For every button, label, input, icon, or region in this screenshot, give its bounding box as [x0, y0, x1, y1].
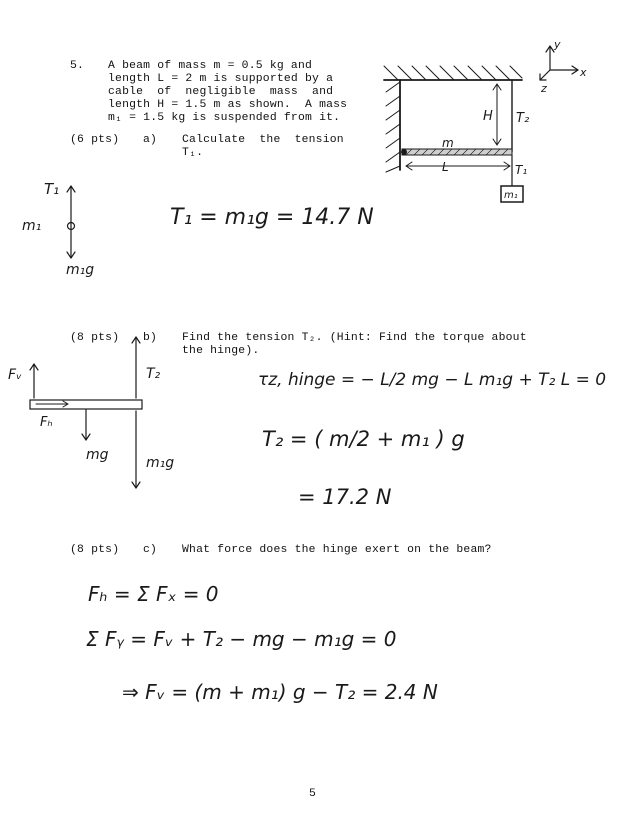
part-b-question-cont: the hinge). [182, 345, 260, 357]
label-m1: m₁ [504, 190, 518, 201]
part-c-question: What force does the hinge exert on the beam? [182, 544, 492, 556]
statement-line: cable of negligible mass and [108, 86, 334, 98]
statement-line: length L = 2 m is supported by a [108, 73, 334, 85]
label-m: m [442, 136, 454, 150]
part-c-Fh-equation: Fₕ = Σ Fₓ = 0 [88, 582, 219, 606]
part-b-letter: b) [143, 332, 158, 344]
axis-z-label: z [541, 82, 547, 95]
fbd-b-T2-label: T₂ [146, 366, 161, 382]
label-L: L [442, 160, 449, 174]
fbd-b-m1g-label: m₁g [146, 455, 175, 471]
part-a-letter: a) [143, 134, 158, 146]
part-a-points: (6 pts) [70, 134, 120, 146]
fbd-b-Fv-label: Fᵥ [8, 367, 22, 383]
fbd-b-Fh-label: Fₕ [40, 415, 53, 430]
part-a-answer: T₁ = m₁g = 14.7 N [170, 205, 374, 230]
statement-line: A beam of mass m = 0.5 kg and [108, 60, 313, 72]
part-c-points: (8 pts) [70, 544, 120, 556]
label-H: H [483, 109, 493, 124]
fbd-a-weight-label: m₁g [66, 262, 95, 278]
part-a-question-cont: T₁. [182, 147, 204, 159]
statement-line: length H = 1.5 m as shown. A mass [108, 99, 348, 111]
statement-line: m₁ = 1.5 kg is suspended from it. [108, 112, 341, 124]
part-a-question: Calculate the tension [182, 134, 344, 146]
part-c-Fy-equation: Σ Fᵧ = Fᵥ + T₂ − mg − m₁g = 0 [86, 627, 397, 651]
problem-number: 5. [70, 60, 85, 72]
label-T1: T₁ [515, 163, 528, 177]
part-b-torque-equation: τz, hinge = − L/2 mg − L m₁g + T₂ L = 0 [258, 370, 607, 390]
fbd-b-mg-label: mg [86, 447, 109, 463]
label-T2: T₂ [516, 111, 530, 126]
part-b-points: (8 pts) [70, 332, 120, 344]
part-c-letter: c) [143, 544, 158, 556]
page-number: 5 [309, 788, 317, 800]
part-b-question: Find the tension T₂. (Hint: Find the torque about [182, 332, 527, 344]
axis-x-label: x [580, 66, 587, 79]
part-b-T2-expression: T₂ = ( m/2 + m₁ ) g [262, 427, 465, 451]
part-b-T2-result: = 17.2 N [298, 485, 392, 509]
fbd-a-mass-label: m₁ [22, 218, 42, 234]
part-c-Fv-result: ⇒ Fᵥ = (m + m₁) g − T₂ = 2.4 N [122, 680, 438, 704]
fbd-a-T1-label: T₁ [44, 180, 60, 198]
axis-y-label: y [554, 38, 561, 51]
